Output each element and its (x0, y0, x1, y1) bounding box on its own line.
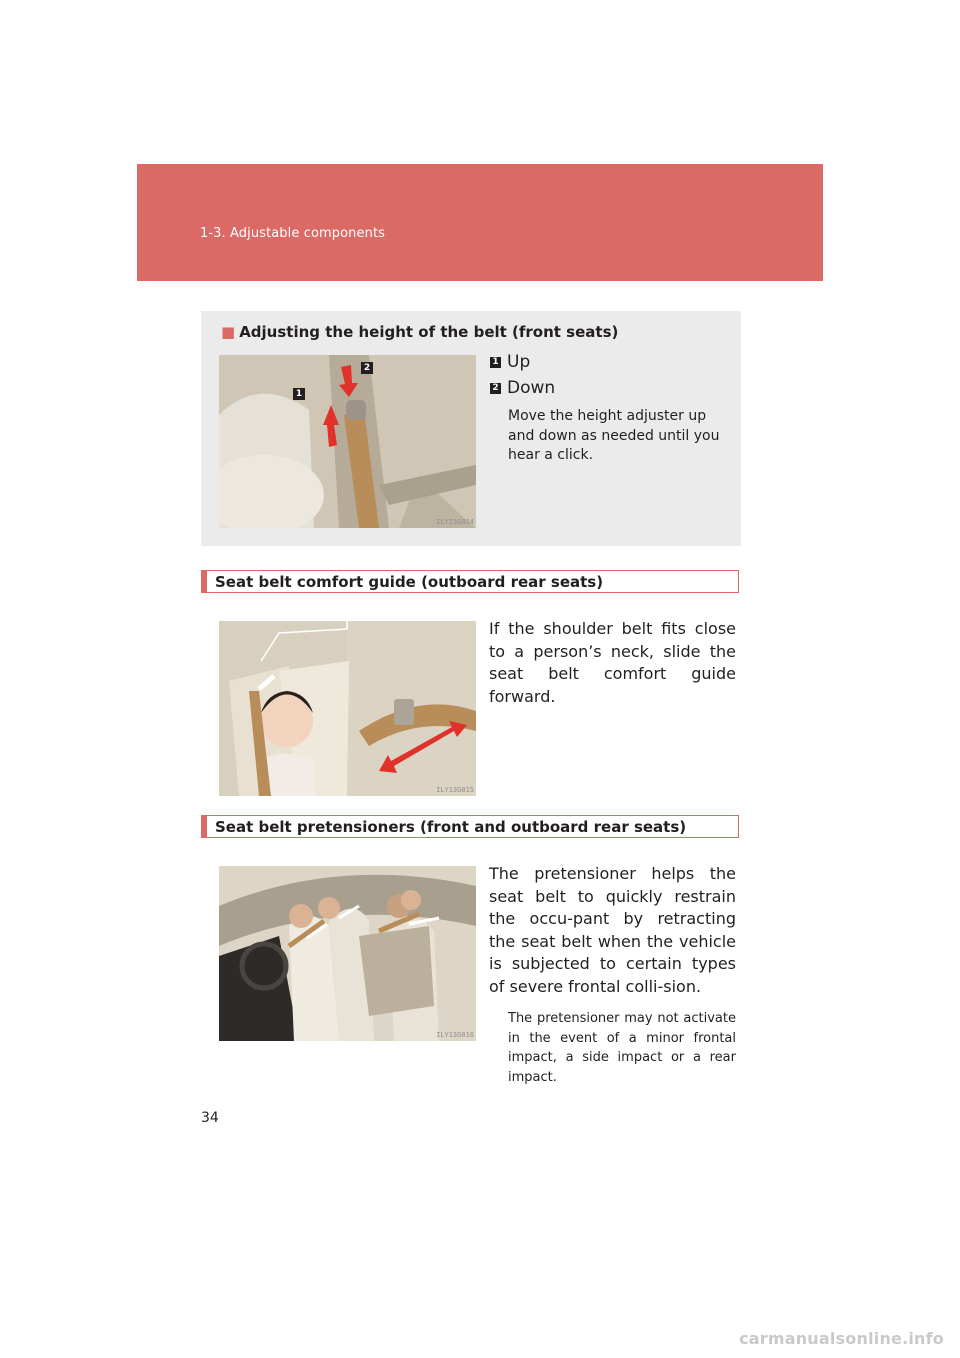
pretensioner-note: The pretensioner may not activate in the event of a minor frontal impact, a side impact or a rear impact. (508, 1011, 736, 1085)
pretensioner-illustration (219, 866, 476, 1041)
height-adjuster-illustration (219, 355, 476, 528)
figure-code: ILY13G015 (436, 786, 474, 794)
square-bullet-icon: ■ (221, 323, 236, 341)
panel-title: ■ Adjusting the height of the belt (front seats) (221, 323, 619, 341)
header-band (137, 164, 823, 281)
page-number: 34 (201, 1110, 219, 1126)
callout-1-icon: 1 (293, 388, 305, 400)
comfort-guide-illustration (219, 621, 476, 796)
pretensioner-text: The pretensioner helps the seat belt to quickly restrain the occu-pant by retracting the seat belt when the vehicle is subjected to certain types of severe frontal colli-sion. (489, 864, 736, 996)
figure-code: ILY13G016 (436, 1031, 474, 1039)
section-label: 1-3. Adjustable components (200, 226, 386, 241)
figure-code: ILY13G014 (436, 518, 474, 526)
callout-2-icon: 2 (361, 362, 373, 374)
comfort-guide-text: If the shoulder belt fits close to a person’s neck, slide the seat belt comfort guide forward. (489, 619, 736, 706)
legend-down: 2 Down (490, 378, 555, 398)
comfort-guide-heading: Seat belt comfort guide (outboard rear seats) (201, 570, 739, 593)
number-2-icon: 2 (490, 383, 501, 394)
height-adjust-note: Move the height adjuster up and down as needed until you hear a click. (508, 408, 720, 463)
legend-up: 1 Up (490, 352, 530, 372)
watermark: carmanualsonline.info (739, 1329, 944, 1348)
number-1-icon: 1 (490, 357, 501, 368)
height-adjust-panel (201, 311, 741, 546)
pretensioner-heading: Seat belt pretensioners (front and outboard rear seats) (201, 815, 739, 838)
